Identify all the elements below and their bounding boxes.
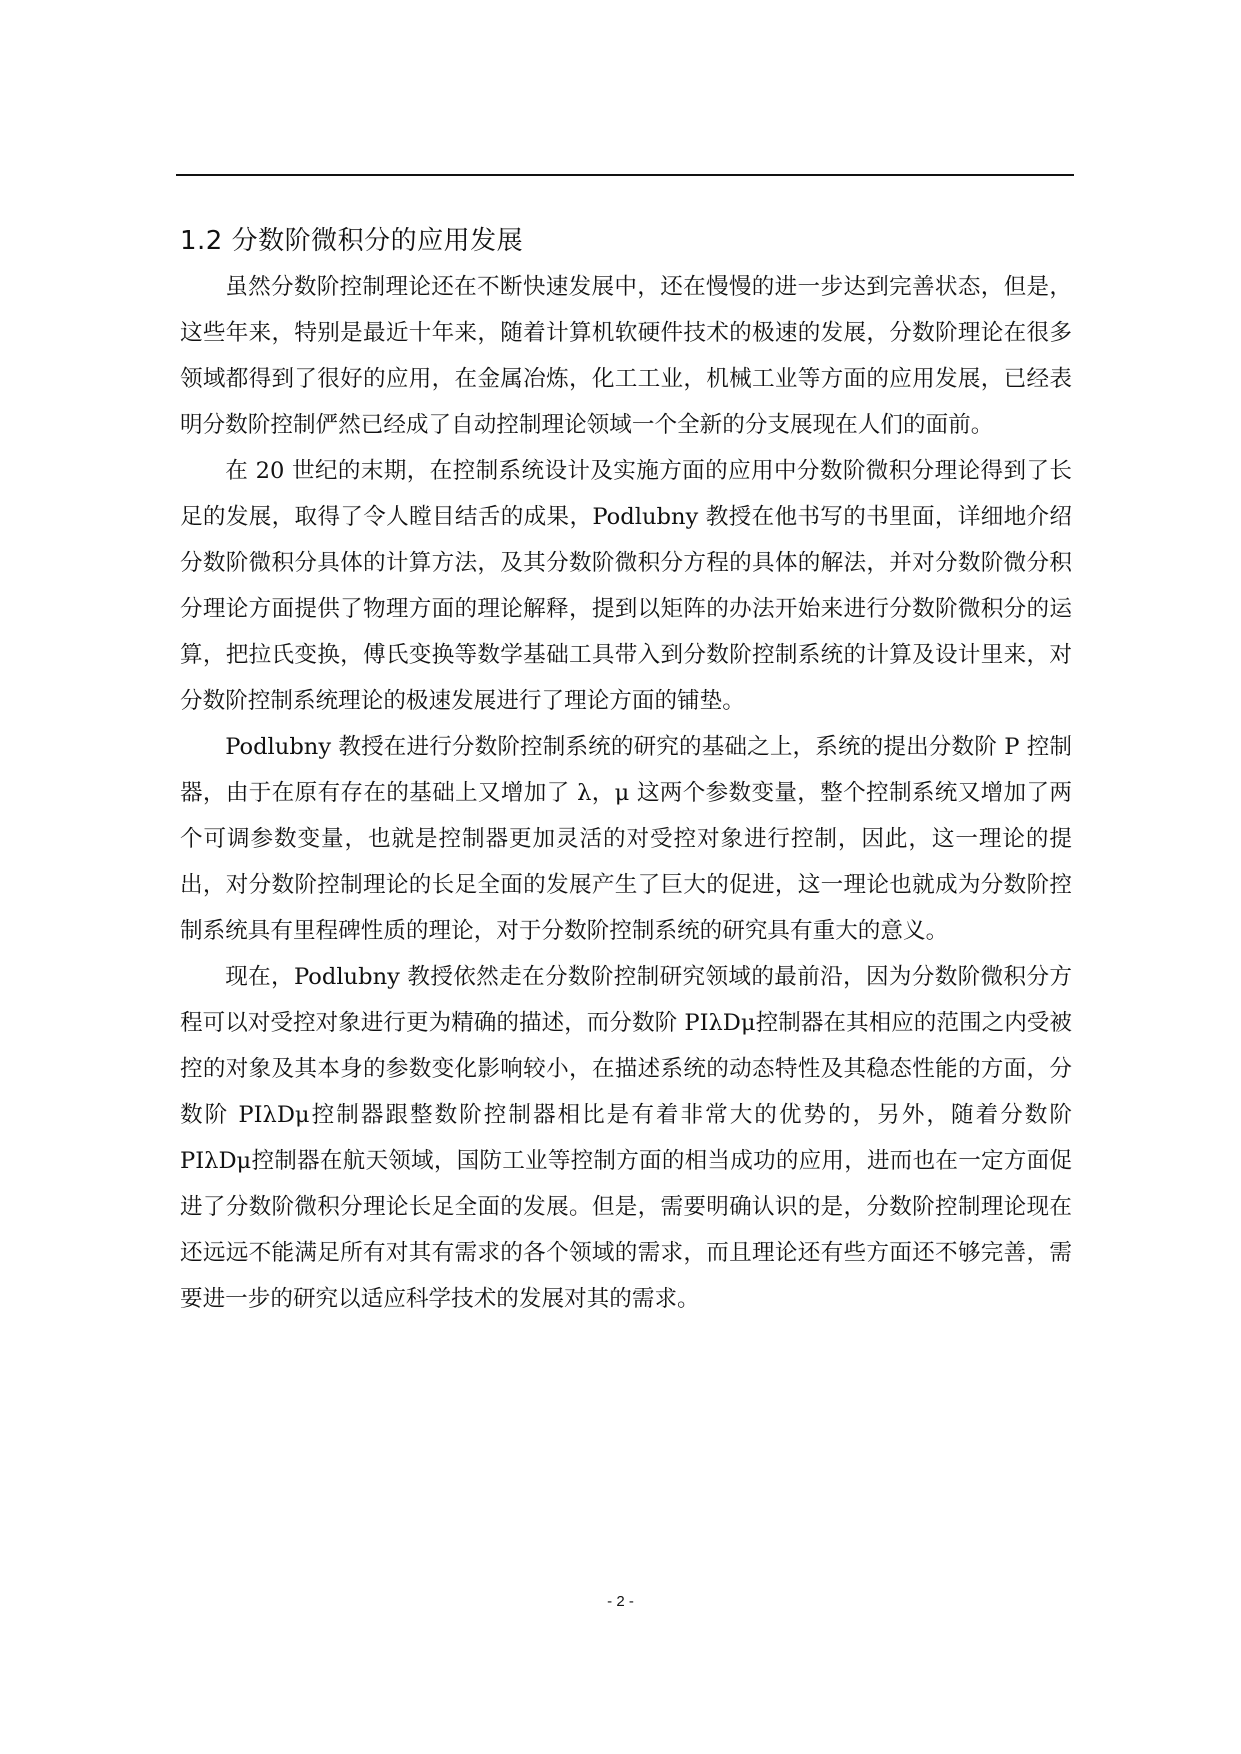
page-number: - 2 - bbox=[607, 1593, 634, 1610]
paragraph-2: 在 20 世纪的末期，在控制系统设计及实施方面的应用中分数阶微积分理论得到了长足的发展，取得了令人瞠目结舌的成果，Podlubny 教授在他书写的书里面，详细地介绍分数阶微积分具体的计算方法，及其分数阶微积分方程的具体的解法，并对分数阶微分积分理论方面提供了物理方面的理论解释，提到以矩阵的办法开始来进行分数阶微积分的运算，把拉氏变换，傅氏变换等数学基础工具带入到分数阶控制系统的计算及设计里来，对分数阶控制系统理论的极速发展进行了理论方面的铺垫。 bbox=[180, 458, 1072, 714]
paragraph-3: Podlubny 教授在进行分数阶控制系统的研究的基础之上，系统的提出分数阶 P 控制器，由于在原有存在的基础上又增加了 λ，μ 这两个参数变量，整个控制系统又增加了两个可调参数变量，也就是控制器更加灵活的对受控对象进行控制，因此，这一理论的提出，对分数阶控制理论的长足全面的发展产生了巨大的促进，这一理论也就成为分数阶控制系统具有里程碑性质的理论，对于分数阶控制系统的研究具有重大的意义。 bbox=[180, 734, 1072, 944]
paragraph-1: 虽然分数阶控制理论还在不断快速发展中，还在慢慢的进一步达到完善状态，但是，这些年来，特别是最近十年来，随着计算机软硬件技术的极速的发展，分数阶理论在很多领域都得到了很好的应用，在金属冶炼，化工工业，机械工业等方面的应用发展，已经表明分数阶控制俨然已经成了自动控制理论领域一个全新的分支展现在人们的面前。 bbox=[180, 274, 1072, 438]
paragraph-4: 现在，Podlubny 教授依然走在分数阶控制研究领域的最前沿，因为分数阶微积分方程可以对受控对象进行更为精确的描述，而分数阶 PIλDμ控制器在其相应的范围之内受被控的对象及其本身的参数变化影响较小，在描述系统的动态特性及其稳态性能的方面，分数阶 PIλDμ控制器跟整数阶控制器相比是有着非常大的优势的，另外，随着分数阶 PIλDμ控制器在航天领域，国防工业等控制方面的相当成功的应用，进而也在一定方面促进了分数阶微积分理论长足全面的发展。但是，需要明确认识的是，分数阶控制理论现在还远远不能满足所有对其有需求的各个领域的需求，而且理论还有些方面还不够完善，需要进一步的研究以适应科学技术的发展对其的需求。 bbox=[180, 964, 1072, 1312]
section-heading: 1.2 分数阶微积分的应用发展 bbox=[180, 226, 524, 256]
body-text bbox=[180, 264, 1072, 1322]
header-rule bbox=[176, 174, 1074, 176]
